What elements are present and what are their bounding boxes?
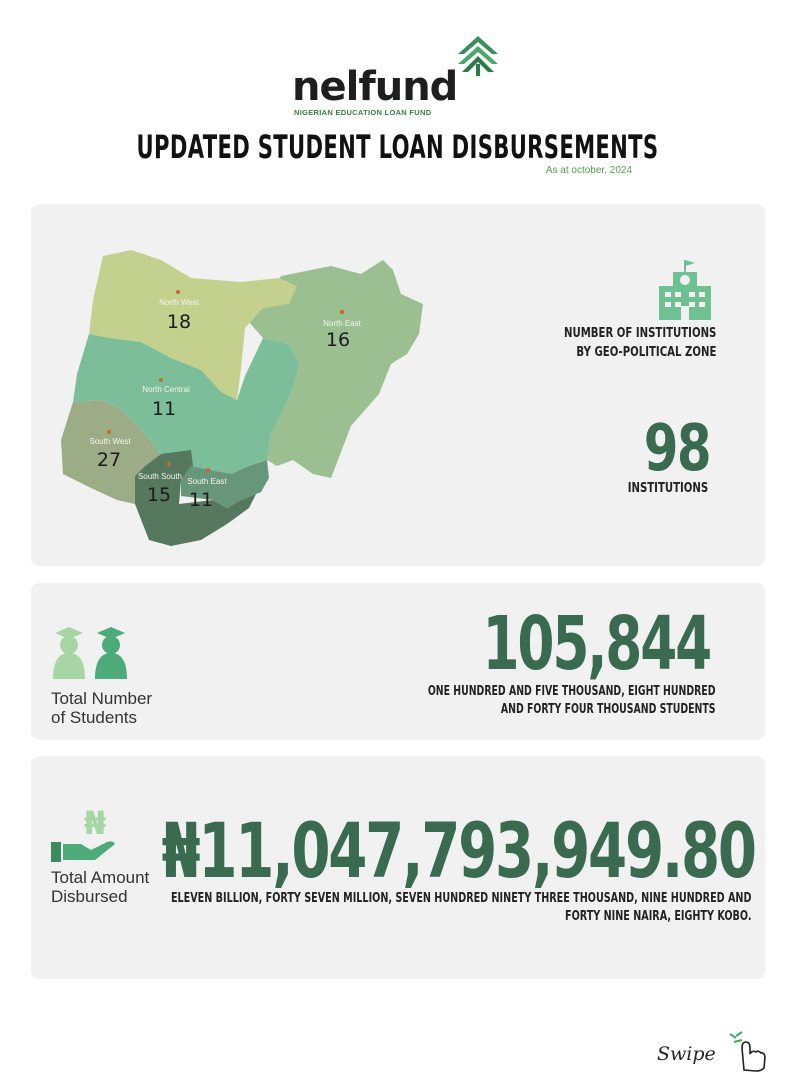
logo-wordmark: nelfund (292, 64, 458, 110)
graduates-icon (51, 625, 131, 681)
zone-value-north-east: 16 (325, 329, 351, 351)
institutions-total-label: INSTITUTIONS (627, 481, 708, 496)
zone-label-north-east: North East (323, 319, 361, 328)
svg-text:₦: ₦ (83, 804, 107, 842)
zone-value-south-south: 15 (146, 484, 172, 506)
zone-value-south-east: 11 (188, 489, 214, 511)
amount-card (31, 756, 765, 979)
institutions-label-line1: NUMBER OF INSTITUTIONS (563, 326, 716, 341)
institutions-label-line2: BY GEO-POLITICAL ZONE (576, 345, 716, 360)
amount-words-line2: FORTY NINE NAIRA, EIGHTY KOBO. (564, 909, 751, 924)
nelfund-logo (290, 34, 520, 120)
amount-label (51, 868, 149, 906)
school-building-icon (657, 258, 713, 322)
students-label-line1: Total Number (51, 689, 153, 708)
logo-tagline: NIGERIAN EDUCATION LOAN FUND (294, 108, 432, 117)
zone-label-north-central: North Central (142, 385, 190, 394)
students-label-line2: of Students (51, 708, 138, 727)
institutions-total: 98 (643, 412, 710, 486)
amount-label-line2: Disbursed (51, 887, 128, 906)
naira-hand-icon (51, 804, 121, 866)
page-title: UPDATED STUDENT LOAN DISBURSEMENTS (136, 128, 659, 166)
zone-label-south-south: South South (137, 472, 183, 481)
amount-total: ₦11,047,793,949.80 (161, 806, 755, 895)
swipe-hint[interactable]: Swipe (657, 1043, 716, 1065)
zone-label-north-west: North West (159, 298, 199, 307)
students-words (427, 683, 715, 719)
institutions-label (564, 324, 716, 362)
zone-value-south-west: 27 (96, 449, 122, 471)
students-label (51, 689, 152, 727)
tree-logo-icon (454, 34, 502, 78)
students-card (31, 583, 765, 740)
zone-label-south-east: South East (187, 477, 227, 486)
page-subtitle: As at october, 2024 (545, 165, 632, 176)
students-total: 105,844 (482, 601, 710, 687)
nigeria-zone-map (31, 204, 451, 566)
institutions-card (31, 204, 765, 566)
tap-hand-icon (728, 1030, 768, 1072)
zone-value-north-central: 11 (151, 398, 177, 420)
amount-words-line1: ELEVEN BILLION, FORTY SEVEN MILLION, SEVEN HUNDRED NINETY THREE THOUSAND, NINE HUNDRED AND (170, 891, 751, 906)
students-words-line2: AND FORTY FOUR THOUSAND STUDENTS (500, 702, 715, 717)
students-words-line1: ONE HUNDRED AND FIVE THOUSAND, EIGHT HUNDRED (427, 684, 715, 699)
zone-label-south-west: South West (89, 437, 131, 446)
amount-words (170, 890, 751, 926)
amount-label-line1: Total Amount (51, 868, 150, 887)
zone-value-north-west: 18 (166, 311, 192, 333)
